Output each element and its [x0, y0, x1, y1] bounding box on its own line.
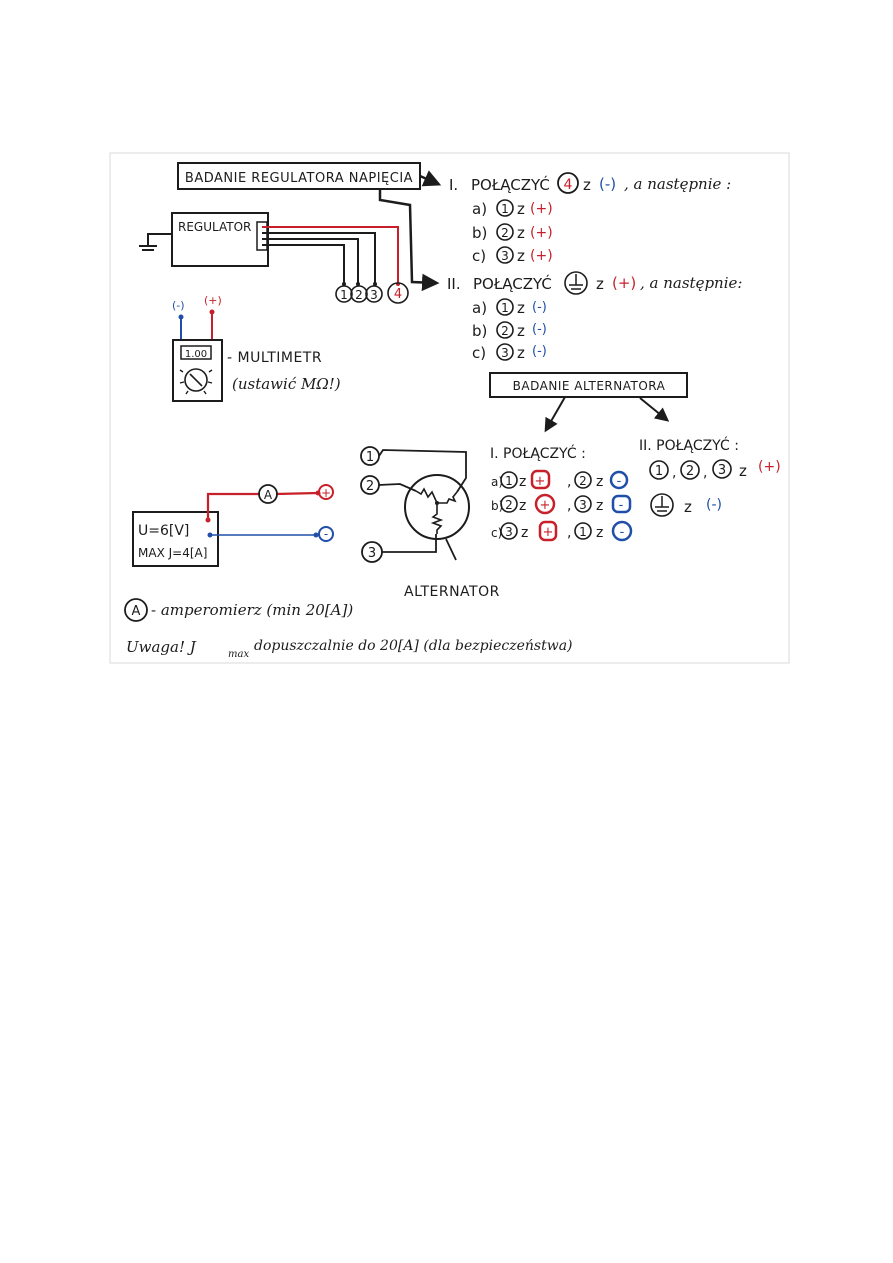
svg-text:3: 3	[579, 498, 587, 512]
svg-text:-: -	[619, 525, 625, 540]
svg-text:2: 2	[579, 474, 587, 488]
step2-suffix: , a następnie:	[640, 274, 743, 292]
svg-text:(+): (+)	[530, 225, 553, 241]
svg-text:z: z	[684, 498, 692, 516]
svg-text:c): c)	[472, 247, 487, 265]
power-supply-current: MAX J=4[A]	[138, 546, 208, 560]
power-supply-voltage: U=6[V]	[138, 523, 190, 539]
svg-text:3: 3	[717, 463, 727, 478]
svg-text:A: A	[263, 488, 273, 502]
step1-polarity: (-)	[599, 175, 617, 193]
svg-text:(-): (-)	[532, 344, 547, 359]
svg-text:z: z	[517, 299, 525, 317]
footer-warning-rest: dopuszczalnie do 20[A] (dla bezpieczeństwa)	[254, 638, 573, 654]
svg-text:1: 1	[654, 464, 664, 479]
svg-text:z: z	[596, 525, 604, 541]
svg-text:,: ,	[567, 498, 572, 514]
svg-text:1: 1	[365, 450, 375, 465]
svg-text:+: +	[539, 498, 551, 513]
alternator-label: ALTERNATOR	[404, 584, 500, 600]
svg-text:(-): (-)	[706, 497, 722, 513]
svg-text:3: 3	[370, 288, 378, 302]
svg-text:z: z	[519, 474, 527, 490]
svg-text:2: 2	[501, 324, 509, 338]
alt-step2-heading: II. POŁĄCZYĆ :	[639, 438, 739, 454]
svg-text:z: z	[596, 474, 604, 490]
svg-text:4: 4	[393, 287, 403, 302]
alternator-title: BADANIE ALTERNATORA	[512, 379, 666, 393]
svg-text:2: 2	[355, 288, 363, 302]
regulator-title: BADANIE REGULATORA NAPIĘCIA	[184, 171, 414, 186]
svg-text:-: -	[616, 474, 622, 489]
alt-step1-heading: I. POŁĄCZYĆ :	[490, 446, 586, 462]
svg-text:-: -	[323, 527, 329, 541]
regulator-box-label: REGULATOR	[178, 220, 252, 234]
step2-polarity: (+)	[612, 274, 637, 292]
svg-text:z: z	[517, 224, 525, 242]
svg-text:a): a)	[491, 475, 504, 489]
step1-terminal: 4	[563, 177, 573, 193]
svg-text:z: z	[739, 462, 747, 480]
multimeter-neg-label: (-)	[172, 299, 185, 312]
svg-text:,: ,	[567, 474, 572, 490]
step1-suffix: , a następnie :	[624, 175, 732, 193]
svg-text:-: -	[618, 498, 624, 513]
svg-text:z: z	[521, 525, 529, 541]
svg-text:1: 1	[501, 202, 509, 216]
svg-text:c): c)	[491, 526, 503, 540]
svg-text:+: +	[542, 525, 554, 540]
svg-text:z: z	[517, 200, 525, 218]
step1-with: z	[583, 176, 591, 194]
svg-text:z: z	[596, 498, 604, 514]
svg-text:A: A	[131, 604, 141, 619]
footer-ammeter-note: - amperomierz (min 20[A])	[151, 601, 354, 619]
svg-text:2: 2	[685, 464, 695, 479]
svg-text:2: 2	[505, 498, 513, 512]
svg-text:z: z	[517, 344, 525, 362]
svg-text:c): c)	[472, 344, 487, 362]
svg-text:z: z	[519, 498, 527, 514]
multimeter-display-value: 1.00	[184, 349, 208, 360]
multimeter-pos-label: (+)	[204, 294, 222, 307]
svg-text:,: ,	[567, 525, 572, 541]
svg-text:b): b)	[491, 499, 504, 513]
svg-text:(+): (+)	[758, 459, 781, 475]
svg-text:b): b)	[472, 224, 488, 242]
step2-text: POŁĄCZYĆ	[473, 275, 552, 293]
svg-text:,: ,	[703, 465, 708, 481]
svg-text:z: z	[517, 247, 525, 265]
svg-text:1: 1	[579, 525, 587, 539]
svg-text:,: ,	[672, 465, 677, 481]
svg-text:+: +	[320, 486, 332, 500]
svg-text:1: 1	[340, 288, 348, 302]
step2-with: z	[596, 275, 604, 293]
svg-text:2: 2	[365, 479, 375, 494]
svg-text:a): a)	[472, 200, 488, 218]
svg-text:(-): (-)	[532, 322, 547, 337]
svg-text:1: 1	[505, 474, 513, 488]
footer-warning-sub: max	[228, 649, 250, 660]
step2-numeral: II.	[447, 275, 461, 293]
svg-text:+: +	[534, 474, 546, 489]
step1-numeral: I.	[449, 176, 459, 194]
svg-text:2: 2	[501, 226, 509, 240]
svg-text:3: 3	[501, 249, 509, 263]
svg-text:(+): (+)	[530, 201, 553, 217]
svg-text:a): a)	[472, 299, 488, 317]
svg-text:1: 1	[501, 301, 509, 315]
svg-text:3: 3	[501, 346, 509, 360]
svg-text:3: 3	[505, 525, 513, 539]
step1-text: POŁĄCZYĆ	[471, 176, 550, 194]
footer-warning-prefix: Uwaga! J	[126, 638, 196, 656]
multimeter-note: (ustawić MΩ!)	[232, 375, 341, 393]
svg-text:(-): (-)	[532, 300, 547, 315]
power-supply-pos-terminal	[319, 485, 333, 500]
svg-text:(+): (+)	[530, 248, 553, 264]
multimeter-label: - MULTIMETR	[227, 350, 323, 366]
svg-text:3: 3	[367, 546, 377, 561]
svg-text:z: z	[517, 322, 525, 340]
svg-text:b): b)	[472, 322, 488, 340]
